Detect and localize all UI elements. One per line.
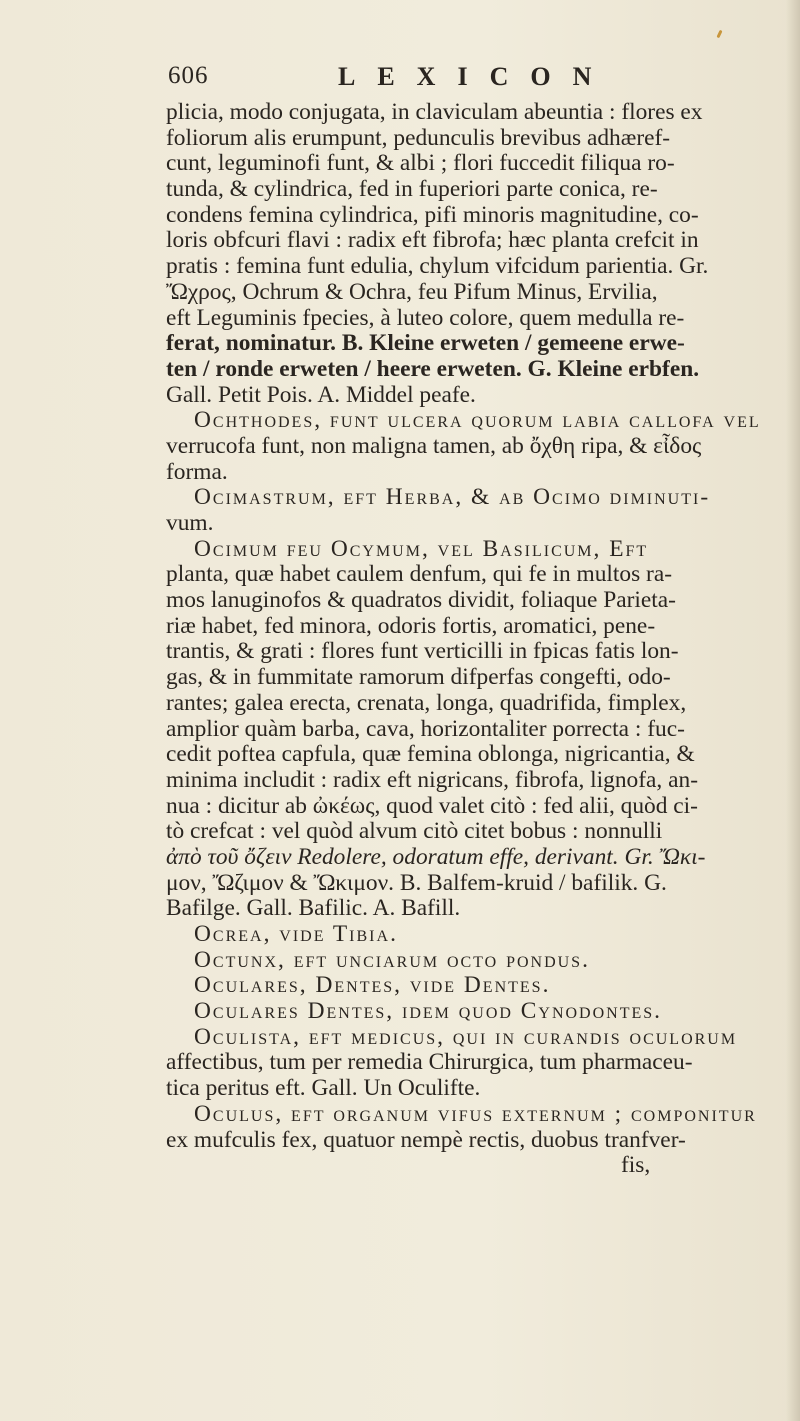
text-line: ex mufculis fex, quatuor nempè rectis, duobus tranfver- xyxy=(166,1126,686,1153)
entry-oculus: Oculus, eft organum vifus externum ; componitur xyxy=(194,1100,757,1127)
text-line: ten / ronde erweten / heere erweten. G. Kleine erbfen. xyxy=(166,355,700,382)
running-title: LEXICON xyxy=(338,62,614,91)
text-line: riæ habet, fed minora, odoris fortis, aromatici, pene- xyxy=(166,612,656,639)
text-line: μον, Ὤζιμον & Ὤκιμον. B. Balfem-kruid / bafilik. G. xyxy=(166,869,667,896)
entry-octunx: Octunx, eft unciarum octo pondus. xyxy=(194,946,590,973)
text-line: tica peritus eft. Gall. Un Oculifte. xyxy=(166,1075,481,1102)
text-line: tunda, & cylindrica, fed in fuperiori parte conica, re- xyxy=(166,176,658,203)
text-line: trantis, & grati : flores funt verticilli in fpicas fatis lon- xyxy=(166,638,679,665)
catchword: fis, xyxy=(621,1152,651,1179)
paper-stain xyxy=(716,30,722,39)
text-line: cunt, leguminofi funt, & albi ; flori fuccedit filiqua ro- xyxy=(166,150,675,177)
entry-ocrea: Ocrea, vide Tibia. xyxy=(194,921,398,947)
text-line: gas, & in fummitate ramorum difperfas congefti, odo- xyxy=(166,664,671,691)
entry-ocimastrum: Ocimastrum, eft Herba, & ab Ocimo diminuti- xyxy=(194,484,711,511)
text-line: forma. xyxy=(166,458,228,485)
running-head xyxy=(168,62,728,96)
text-line: ferat, nominatur. B. Kleine erweten / gemeene erwe- xyxy=(166,330,685,357)
text-line: verrucofa funt, non maligna tamen, ab ὄχθη ripa, & εἶδος xyxy=(166,432,702,459)
text-line: eft Leguminis fpecies, à luteo colore, quem medulla re- xyxy=(166,304,685,331)
text-line: planta, quæ habet caulem denfum, qui fe in multos ra- xyxy=(166,561,673,588)
text-line: ἀπὸ τοῦ ὄζειν Redolere, odoratum effe, derivant. Gr. Ὤκι- xyxy=(166,843,706,870)
entry-ochthodes: Ochthodes, funt ulcera quorum labia callofa vel xyxy=(194,407,761,434)
text-line: mos lanuginofos & quadratos dividit, foliaque Parieta- xyxy=(166,587,676,614)
text-line: pratis : femina funt edulia, chylum vifcidum parientia. Gr. xyxy=(166,253,709,280)
text-line: tò crefcat : vel quòd alvum citò citet bobus : nonnulli xyxy=(166,818,663,845)
text-line: cedit poftea capfula, quæ femina oblonga, nigricantia, & xyxy=(166,741,695,768)
text-line: minima includit : radix eft nigricans, fibrofa, lignofa, an- xyxy=(166,766,698,793)
page-number: 606 xyxy=(168,62,209,89)
text-line: Ὤχρος, Ochrum & Ochra, feu Pifum Minus, Ervilia, xyxy=(166,278,658,305)
text-line: affectibus, tum per remedia Chirurgica, tum pharmaceu- xyxy=(166,1049,693,1076)
text-line: Gall. Petit Pois. A. Middel peafe. xyxy=(166,381,476,408)
text-line: rantes; galea erecta, crenata, longa, quadrifida, fimplex, xyxy=(166,689,687,716)
text-line: Bafilge. Gall. Bafilic. A. Bafill. xyxy=(166,895,461,922)
entry-ocimum: Ocimum feu Ocymum, vel Basilicum, Eft xyxy=(194,535,649,562)
text-line: vum. xyxy=(166,510,214,536)
text-line: condens femina cylindrica, pifi minoris magnitudine, co- xyxy=(166,201,699,228)
text-line: amplior quàm barba, cava, horizontaliter porrecta : fuc- xyxy=(166,715,685,742)
entry-oculares-dentes-2: Oculares Dentes, idem quod Cynodontes. xyxy=(194,998,663,1025)
text-line: foliorum alis erumpunt, pedunculis brevibus adhæref- xyxy=(166,124,671,151)
text-line: loris obfcuri flavi : radix eft fibrofa; hæc planta crefcit in xyxy=(166,227,699,254)
dictionary-text xyxy=(166,100,800,1179)
entry-oculista: Oculista, eft medicus, qui in curandis oculorum xyxy=(194,1023,738,1050)
text-line: nua : dicitur ab ὠκέως, quod valet citò : fed alii, quòd ci- xyxy=(166,792,698,819)
entry-oculares-dentes: Oculares, Dentes, vide Dentes. xyxy=(194,972,551,999)
text-line: plicia, modo conjugata, in claviculam abeuntia : flores ex xyxy=(166,99,703,125)
